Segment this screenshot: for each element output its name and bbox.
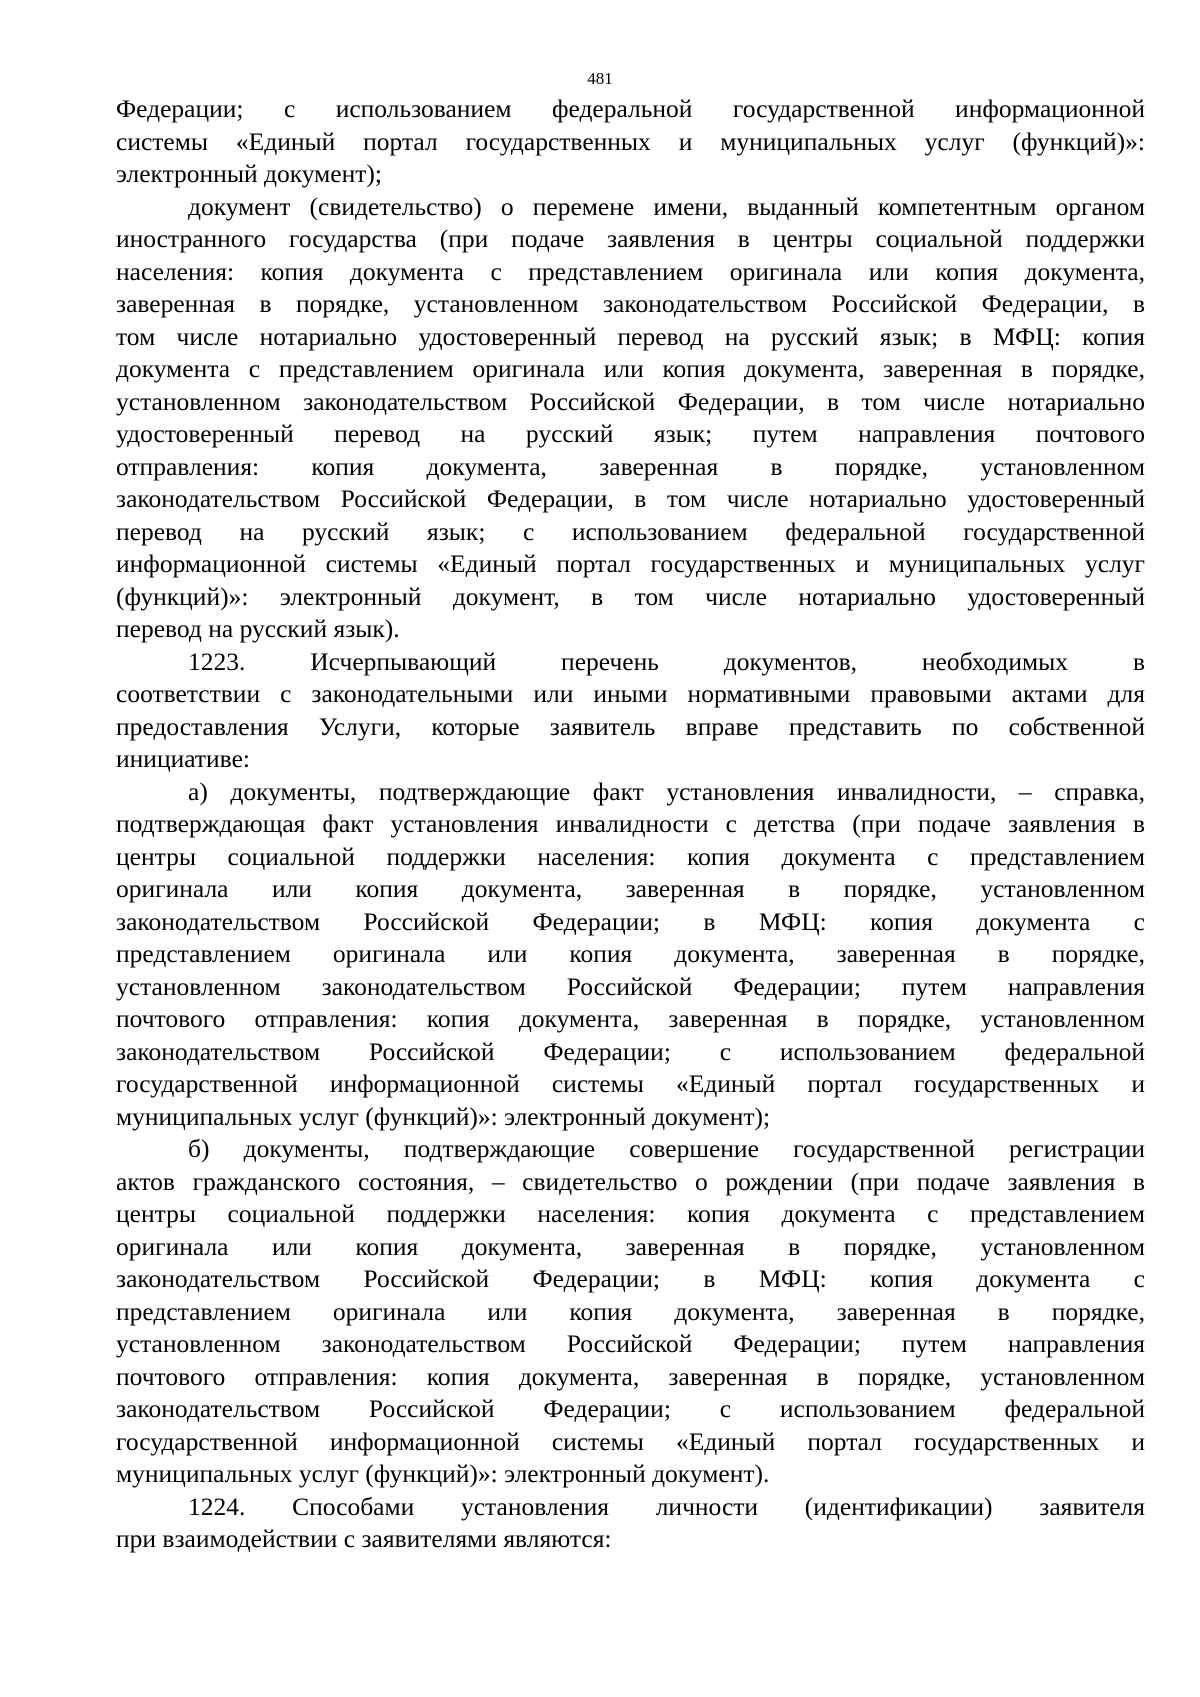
- text-line: инициативе:: [116, 744, 250, 773]
- text-line: соответствии с законодательными или иными нормативными правовыми актами для: [116, 679, 1145, 708]
- text-line: электронный документ);: [116, 159, 382, 188]
- text-line: законодательством Российской Федерации; с использованием федеральной: [116, 1036, 1145, 1066]
- text-line: оригинала или копия документа, заверенная в порядке, установленном: [116, 1231, 1145, 1261]
- text-line: почтового отправления: копия документа, заверенная в порядке, установленном: [116, 1004, 1145, 1033]
- page-number: 481: [587, 69, 613, 88]
- text-line: иностранного государства (при подаче заявления в центры социальной поддержки: [116, 224, 1145, 253]
- text-line: Федерации; с использованием федеральной государственной информационной: [116, 94, 1145, 123]
- text-line: населения: копия документа с представлением оригинала или копия документа,: [116, 256, 1145, 286]
- text-line: представлением оригинала или копия документа, заверенная в порядке,: [116, 1296, 1145, 1326]
- body-text: [116, 93, 1145, 1556]
- text-line: актов гражданского состояния, – свидетельство о рождении (при подаче заявления в: [116, 1166, 1145, 1196]
- text-line: государственной информационной системы «Единый портал государственных и: [116, 1426, 1145, 1456]
- text-line: отправления: копия документа, заверенная в порядке, установленном: [116, 451, 1145, 481]
- text-line: законодательством Российской Федерации; в МФЦ: копия документа с: [116, 1264, 1145, 1293]
- text-line: муниципальных услуг (функций)»: электронный документ).: [116, 1459, 770, 1488]
- text-line: перевод на русский язык; с использованием федеральной государственной: [116, 516, 1145, 546]
- text-line: заверенная в порядке, установленном законодательством Российской Федерации, в: [116, 289, 1145, 318]
- text-line: установленном законодательством Российской Федерации; путем направления: [116, 971, 1145, 1001]
- text-line: законодательством Российской Федерации; с использованием федеральной: [116, 1394, 1145, 1423]
- paragraph-first-line: 1223. Исчерпывающий перечень документов, необходимых в: [188, 646, 1145, 676]
- text-line: подтверждающая факт установления инвалидности с детства (при подаче заявления в: [116, 809, 1145, 838]
- text-line: законодательством Российской Федерации; в МФЦ: копия документа с: [116, 906, 1145, 936]
- text-line: (функций)»: электронный документ, в том числе нотариально удостоверенный: [116, 581, 1145, 611]
- text-line: почтового отправления: копия документа, заверенная в порядке, установленном: [116, 1361, 1145, 1391]
- text-line: центры социальной поддержки населения: копия документа с представлением: [116, 841, 1145, 871]
- paragraph-first-line: а) документы, подтверждающие факт установления инвалидности, – справка,: [188, 776, 1145, 806]
- text-line: муниципальных услуг (функций)»: электронный документ);: [116, 1101, 771, 1131]
- text-line: документа с представлением оригинала или копия документа, заверенная в порядке,: [116, 354, 1145, 383]
- text-line: центры социальной поддержки населения: копия документа с представлением: [116, 1199, 1145, 1228]
- text-line: информационной системы «Единый портал государственных и муниципальных услуг: [116, 549, 1145, 578]
- text-line: государственной информационной системы «Единый портал государственных и: [116, 1069, 1145, 1098]
- text-line: оригинала или копия документа, заверенная в порядке, установленном: [116, 874, 1145, 903]
- text-line: установленном законодательством Российской Федерации; путем направления: [116, 1329, 1145, 1358]
- paragraph-first-line: документ (свидетельство) о перемене имени, выданный компетентным органом: [188, 191, 1145, 221]
- text-line: том числе нотариально удостоверенный перевод на русский язык; в МФЦ: копия: [116, 321, 1145, 351]
- paragraph-first-line: б) документы, подтверждающие совершение государственной регистрации: [188, 1134, 1145, 1163]
- paragraph-first-line: 1224. Способами установления личности (идентификации) заявителя: [188, 1491, 1145, 1521]
- text-line: установленном законодательством Российской Федерации, в том числе нотариально: [116, 386, 1145, 416]
- text-line: представлением оригинала или копия документа, заверенная в порядке,: [116, 939, 1145, 968]
- text-line: перевод на русский язык).: [116, 614, 400, 643]
- text-line: при взаимодействии с заявителями являются:: [116, 1524, 612, 1553]
- text-line: предоставления Услуги, которые заявитель вправе представить по собственной: [116, 711, 1145, 741]
- text-line: законодательством Российской Федерации, в том числе нотариально удостоверенный: [116, 484, 1145, 513]
- text-line: удостоверенный перевод на русский язык; путем направления почтового: [116, 419, 1145, 448]
- text-line: системы «Единый портал государственных и муниципальных услуг (функций)»:: [116, 126, 1145, 156]
